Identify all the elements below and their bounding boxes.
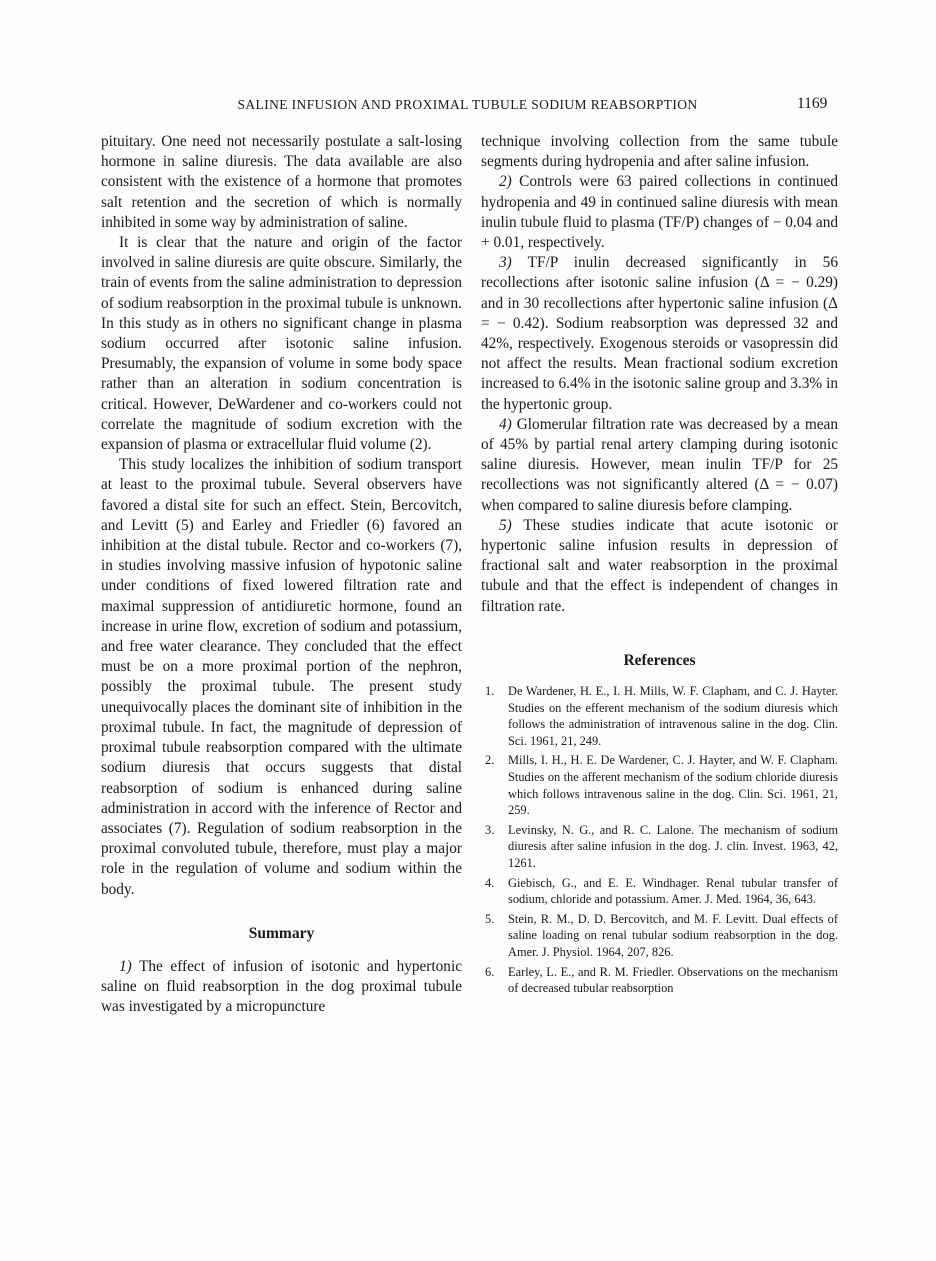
summary-item-number: 3) (499, 254, 512, 272)
summary-item-number: 4) (499, 415, 512, 433)
reference-text: Stein, R. M., D. D. Bercovitch, and M. F. Levitt. Dual effects of saline loading on renal tubular sodium reabsorption in the dog. Amer. J. Physiol. 1964, 207, 826. (508, 911, 838, 959)
page-number: 1169 (797, 95, 828, 112)
summary-item (481, 516, 838, 617)
reference-text: Giebisch, G., and E. E. Windhager. Renal tubular transfer of sodium, chloride and potassium. Amer. J. Med. 1964, 36, 643. (508, 875, 838, 907)
body-paragraph: It is clear that the nature and origin of the factor involved in saline diuresis are quite obscure. Similarly, the train of events from the saline administration to depression of sodium reabsorption in the proximal tubule is unknown. In this study as in others no significant change in plasma sodium occurred after isotonic saline infusion. Presumably, the expansion of volume in some body space rather than an alteration in sodium concentration is critical. However, DeWardener and co-workers could not correlate the magnitude of sodium excretion with the expansion of plasma or extracellular fluid volume (2). (101, 234, 462, 454)
reference-list (481, 683, 838, 997)
body-paragraph: pituitary. One need not necessarily postulate a salt-losing hormone in saline diuresis. The data available are also consistent with the existence of a hormone that promotes salt retention and the secretion of which is normally inhibited in some way by administration of saline. (101, 133, 462, 231)
summary-item-text: Controls were 63 paired collections in continued hydropenia and 49 in continued saline diuresis with mean inulin tubule fluid to plasma (TF/P) changes of − 0.04 and + 0.01, respectively. (481, 173, 838, 252)
summary-item (481, 172, 838, 253)
reference-number: 3. (485, 822, 495, 837)
reference-item (485, 822, 838, 872)
running-title: SALINE INFUSION AND PROXIMAL TUBULE SODIUM REABSORPTION (237, 97, 698, 112)
reference-number: 6. (485, 964, 495, 979)
reference-item (485, 875, 838, 908)
summary-continuation: technique involving collection from the same tubule segments during hydropenia and after saline infusion. (481, 133, 838, 171)
reference-item (485, 683, 838, 749)
reference-number: 4. (485, 875, 495, 890)
summary-item-number: 1) (119, 957, 132, 975)
reference-text: Mills, I. H., H. E. De Wardener, C. J. Hayter, and W. F. Clapham. Studies on the afferent mechanism of the sodium chloride diuresis which follows intravenous saline in the dog. Clin. Sci. 1961, 21, 259. (508, 753, 838, 818)
reference-text: Levinsky, N. G., and R. C. Lalone. The mechanism of sodium diuresis after saline infusion in the dog. J. clin. Invest. 1963, 42, 1261. (508, 822, 838, 871)
summary-item (481, 415, 838, 516)
summary-item-number: 2) (499, 173, 512, 191)
summary-item (101, 957, 462, 1018)
summary-item-text: The effect of infusion of isotonic and hypertonic saline on fluid reabsorption in the dog proximal tubule was investigated by a micropuncture (101, 957, 462, 1016)
reference-item (485, 752, 838, 818)
reference-number: 5. (485, 911, 495, 926)
summary-item (481, 253, 838, 415)
reference-number: 1. (485, 684, 495, 699)
left-column (101, 132, 462, 1018)
references-heading: References (623, 651, 696, 669)
reference-item (485, 964, 838, 997)
reference-number: 2. (485, 753, 495, 768)
summary-item-text: Glomerular filtration rate was decreased by a mean of 45% by partial renal artery clamping during isotonic saline diuresis. However, mean inulin TF/P for 25 recollections was not significantly altered (Δ = − 0.07) when compared to saline diuresis before clamping. (481, 415, 838, 514)
summary-item-text: TF/P inulin decreased significantly in 56 recollections after isotonic saline infusion (Δ = − 0.29) and in 30 recollections after hypertonic saline infusion (Δ = − 0.42). Sodium reabsorption was depressed 32 and 42%, respectively. Exogenous steroids or vasopressin did not affect the results. Mean fractional sodium excretion increased to 6.4% in the isotonic saline group and 3.3% in the hypertonic group. (481, 254, 838, 413)
reference-text: De Wardener, H. E., I. H. Mills, W. F. Clapham, and C. J. Hayter. Studies on the efferent mechanism of the sodium diuresis which follows the administration of intravenous saline in the dog. Clin. Sci. 1961, 21, 249. (508, 684, 838, 748)
summary-item-number: 5) (499, 516, 512, 534)
summary-heading: Summary (248, 924, 315, 942)
right-column (481, 132, 838, 1000)
reference-item (485, 911, 838, 961)
summary-item-text: These studies indicate that acute isotonic or hypertonic saline infusion results in depression of fractional salt and water reabsorption in the proximal tubule and that the effect is independent of changes in filtration rate. (481, 516, 838, 615)
reference-text: Earley, L. E., and R. M. Friedler. Observations on the mechanism of decreased tubular reabsorption (508, 964, 838, 996)
body-paragraph: This study localizes the inhibition of sodium transport at least to the proximal tubule. Several observers have favored a distal site for such an effect. Stein, Bercovitch, and Levitt (5) and Earley and Friedler (6) favored an inhibition at the distal tubule. Rector and co-workers (7), in studies involving massive infusion of hypotonic saline under conditions of fixed lowered filtration rate and maximal suppression of antidiuretic hormone, found an increase in urine flow, excretion of sodium and potassium, and free water clearance. They concluded that the effect must be on a more proximal portion of the nephron, possibly the proximal tubule. The present study unequivocally places the dominant site of inhibition in the proximal tubule. In fact, the magnitude of depression of proximal tubule reabsorption compared with the ultimate sodium diuresis that occurs suggests that distal reabsorption of sodium is enhanced during saline administration in accord with the inference of Rector and associates (7). Regulation of sodium reabsorption in the proximal convoluted tubule, therefore, must play a major role in the regulation of volume and sodium within the body. (101, 456, 462, 898)
